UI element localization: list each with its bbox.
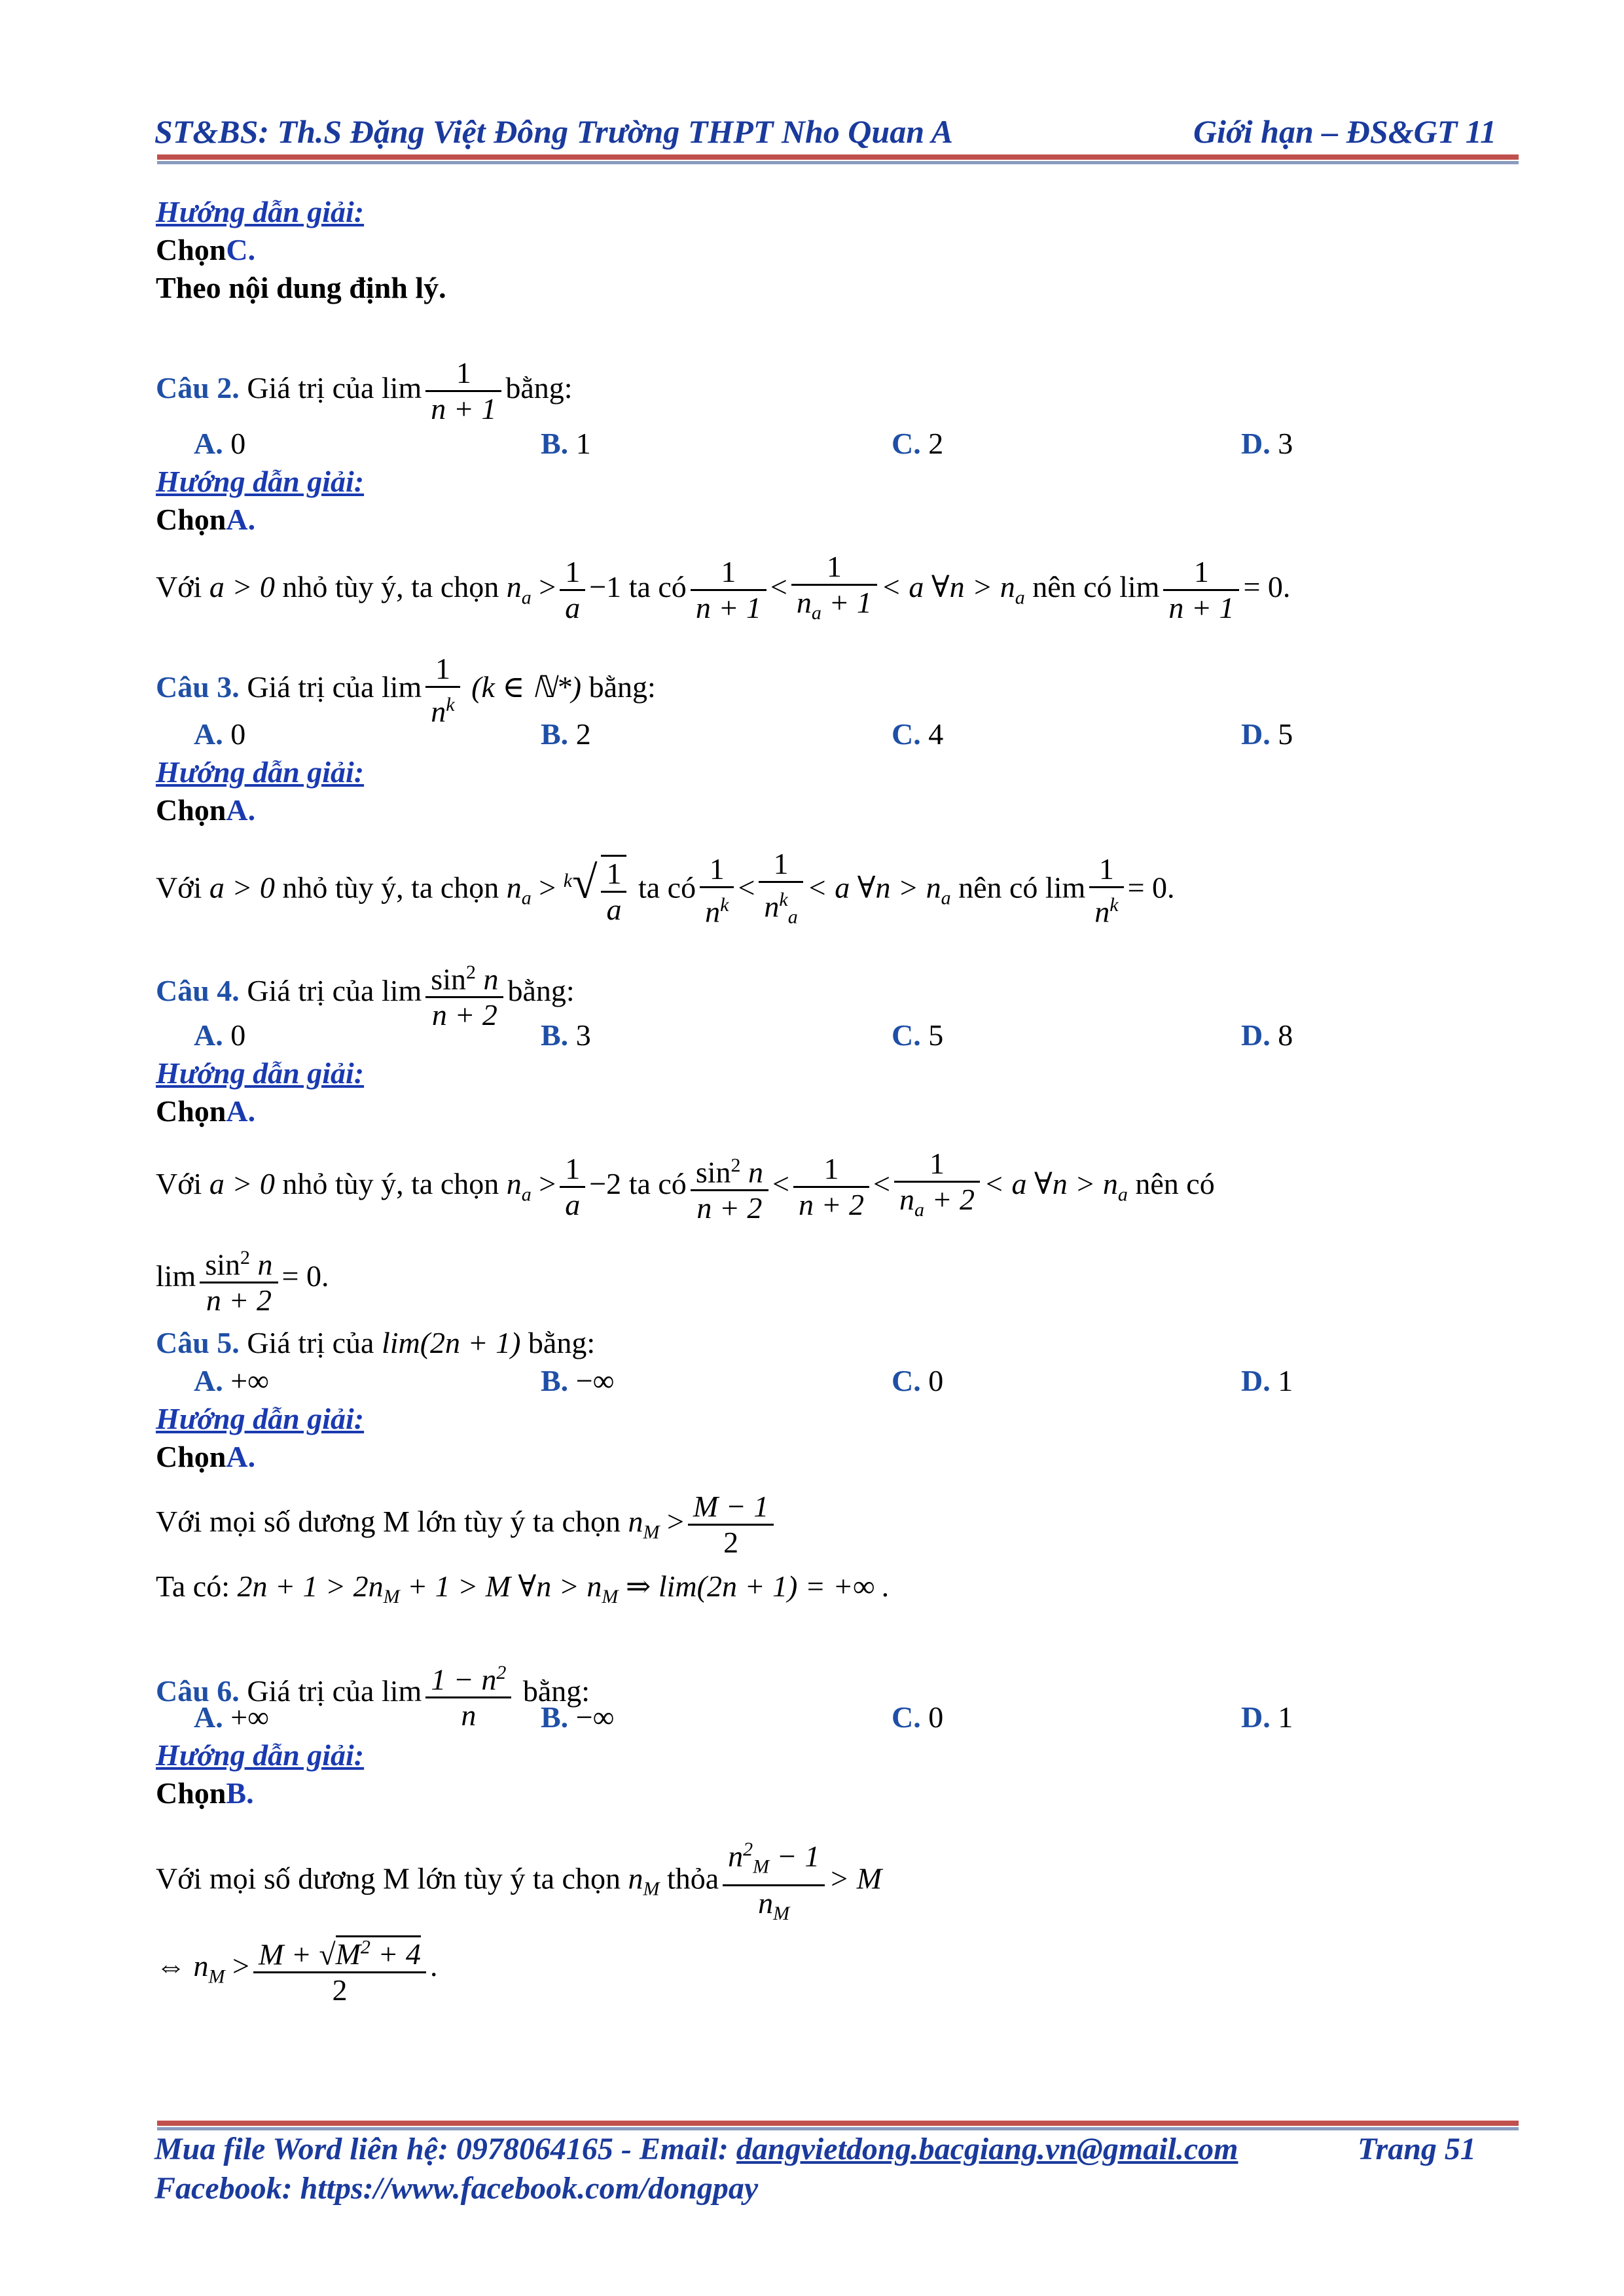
choose-word: Chọn [156,233,226,266]
text: nên có [1032,570,1112,604]
numerator: 1 [565,555,581,589]
numerator [425,1656,511,1696]
denominator: n + 2 [691,1189,768,1225]
option-value: +∞ [230,1364,269,1397]
denominator [894,1181,980,1227]
option-key: D. [1241,717,1271,751]
numerator: 1 [456,356,471,389]
fraction [425,956,503,1032]
option-value: 0 [230,1018,246,1052]
text: ta có [628,1167,687,1201]
text: nên có [958,870,1038,905]
denominator: 2 [253,1971,426,2007]
result: = 0. [281,1259,329,1293]
option-a[interactable] [194,1017,245,1054]
lim-text: lim [381,670,422,704]
option-value: 1 [575,427,591,460]
expression: + 1 > M [399,1570,511,1603]
superscript: 2 [496,1662,507,1683]
num-rest: n [250,1247,273,1282]
text: thỏa [666,1861,719,1895]
option-key: C. [892,717,921,751]
option-key: C. [892,1700,921,1734]
numerator: 1 [1098,852,1114,886]
option-d[interactable] [1241,1017,1293,1054]
question-prompt: Giá trị của [247,1674,374,1708]
lim-text: lim [156,1259,196,1293]
subscript: M [773,1902,790,1924]
choose-word: Chọn [156,793,226,827]
term: −2 [589,1167,622,1201]
option-key: D. [1241,1700,1271,1734]
den-base: n [899,1183,914,1216]
radical-sign: √ [319,1937,336,1971]
option-c[interactable] [892,1699,943,1736]
subscript: a [787,906,798,928]
text: Với [156,1167,202,1201]
ineq: < a [880,570,924,604]
forall: ∀n > n [518,1570,602,1603]
num-base: sin [205,1247,241,1282]
header-rule [157,154,1519,160]
fraction [894,1147,980,1227]
option-c[interactable] [892,1017,943,1054]
subscript: M [208,1965,225,1988]
text: Với [156,870,202,905]
condition: a > 0 [209,570,275,604]
denominator: n [425,1696,511,1732]
option-key: A. [194,1364,223,1397]
guide-heading: Hướng dẫn giải: [156,1056,365,1090]
numerator [253,1931,426,1971]
header-rule-shadow [157,161,1519,164]
option-key: A. [194,1018,223,1052]
footer-line-1 [154,2131,1503,2167]
radicand-rest: + 4 [370,1937,421,1971]
option-value: 2 [928,427,944,460]
footer-rule-shadow [157,2127,1519,2130]
solution-q3 [156,847,1175,935]
fraction [1163,555,1239,625]
forall: ∀n > n [1034,1167,1118,1201]
denominator: n + 1 [1163,589,1239,625]
option-a[interactable] [194,716,245,753]
fraction [253,1931,426,2007]
option-key: D. [1241,1364,1271,1397]
option-b[interactable] [541,1017,591,1054]
question-end: bằng: [528,1326,596,1359]
text: Với mọi số dương M lớn tùy ý ta chọn [156,1861,621,1895]
question-end: bằng: [588,670,656,704]
den-base: n [1094,895,1110,929]
choose-word: Chọn [156,1094,226,1128]
option-value: +∞ [230,1700,269,1734]
result: = 0. [1127,870,1175,905]
option-key: A. [194,1700,223,1734]
text: Ta có: [156,1570,230,1603]
condition: (k ∈ ℕ*) [471,670,582,704]
guide-heading: Hướng dẫn giải: [156,1402,365,1435]
operator: > [539,1167,556,1201]
root-index: k [563,870,573,891]
n-m: n [628,1861,643,1895]
question-label: Câu 2. [156,371,240,405]
question-end: bằng: [505,371,573,405]
option-key: C. [892,1018,921,1052]
numerator: 1 [773,847,789,880]
guide-heading: Hướng dẫn giải: [156,1738,365,1772]
superscript: k [446,694,455,715]
denominator: a [560,1186,585,1222]
answer-line [156,792,255,829]
period: . [429,1949,438,1983]
subscript: a [521,586,532,609]
option-key: A. [194,427,223,460]
denominator [1089,886,1123,929]
fraction [723,1833,825,1931]
header-left: ST&BS: Th.S Đặng Việt Đông Trường THPT Nho Quan A [154,113,953,150]
numerator: 1 [823,1152,839,1186]
option-key: D. [1241,427,1271,460]
subscript: M [643,1521,660,1543]
question-prompt: Giá trị của [247,974,374,1008]
denominator: a [601,891,626,927]
fraction [700,852,734,929]
question-2 [156,356,573,426]
answer-letter: A. [226,793,256,827]
subscript: M [753,1856,770,1878]
page-number: Trang 51 [1358,2132,1476,2166]
option-value: 0 [230,717,246,751]
footer-rule [157,2121,1519,2126]
answer-letter: A. [226,1440,256,1473]
subscript: a [914,1199,924,1221]
num-base: sin [695,1155,731,1189]
fraction [200,1241,278,1318]
answer-line [156,501,255,538]
subscript: M [643,1878,660,1900]
page-header [154,113,1503,158]
subscript: a [941,887,951,909]
ineq: < a [806,870,850,905]
operator: > [666,1505,684,1539]
option-value: 2 [575,717,591,751]
option-value: 5 [1278,717,1293,751]
numerator [200,1241,278,1282]
question-label: Câu 5. [156,1326,240,1359]
option-value: 0 [928,1700,944,1734]
option-key: B. [541,1364,569,1397]
denominator [759,881,803,935]
fraction [1089,852,1123,929]
result: = 0. [1243,570,1291,604]
superscript: k [720,894,729,916]
numerator: 1 [565,1152,581,1186]
option-d[interactable] [1241,1699,1293,1736]
text: ta có [638,870,696,905]
num-rest: n [740,1155,763,1189]
option-key: B. [541,717,569,751]
question-label: Câu 4. [156,974,240,1008]
question-5 [156,1325,595,1361]
text: Với mọi số dương M lớn tùy ý ta chọn [156,1505,621,1539]
numerator: 1 [929,1147,945,1180]
option-value: 4 [928,717,944,751]
fraction [759,847,803,935]
n-a: n [506,1167,522,1201]
option-value: 3 [1278,427,1293,460]
num-base: n [728,1839,744,1873]
question-prompt: Giá trị của [247,1326,374,1359]
denominator [700,886,734,929]
numerator: 1 [606,856,622,890]
option-a[interactable] [194,1363,269,1399]
radicand-base: M [335,1937,361,1971]
denominator: a [560,589,585,625]
term: −1 [589,570,622,604]
fraction [793,1152,869,1222]
condition: a > 0 [209,1167,275,1201]
num-rest: − 1 [769,1839,820,1873]
lim-text: lim [381,974,422,1008]
operator: < [772,1167,789,1201]
fraction [425,1656,511,1732]
superscript: 2 [240,1247,251,1268]
answer-letter: B. [226,1776,254,1810]
option-key: C. [892,427,921,460]
answer-letter: C. [226,233,256,266]
option-key: B. [541,1018,569,1052]
option-value: 0 [928,1364,944,1397]
lim-text: lim [381,1674,422,1708]
operator: > [232,1949,249,1983]
option-c[interactable] [892,716,943,753]
option-value: 8 [1278,1018,1293,1052]
numerator [691,1149,768,1189]
implication: ⇒ lim(2n + 1) = +∞ . [625,1570,890,1603]
subscript: a [1117,1183,1128,1206]
solution-q4-cont [156,1241,329,1318]
numerator: 1 [1193,555,1209,589]
option-b[interactable] [541,716,591,753]
answer-letter: A. [226,1094,256,1128]
ineq: > M [829,1861,882,1895]
operator: > [539,570,556,604]
superscript: 2 [731,1154,741,1176]
option-c[interactable] [892,1363,943,1399]
subscript: a [1015,586,1025,609]
numerator: 1 [826,550,842,583]
numerator [425,956,503,996]
fraction [691,1149,768,1225]
fraction [688,1490,774,1560]
header-right: Giới hạn – ĐS&GT 11 [1193,113,1496,150]
question-prompt: Giá trị của [247,371,374,405]
operator: < [770,570,787,604]
superscript: 2 [465,961,476,983]
operator: > [539,870,556,905]
question-label: Câu 3. [156,670,240,704]
solution-q4 [156,1147,1215,1227]
subscript: a [521,887,532,909]
question-prompt: Giá trị của [247,670,374,704]
solution-q5 [156,1490,778,1560]
den-base: n [764,889,780,924]
denominator [723,1884,825,1931]
num-base: sin [431,962,466,996]
option-value: −∞ [575,1700,615,1734]
equivalence: ⇔ n [156,1949,209,1983]
option-d[interactable] [1241,425,1293,462]
subscript: a [521,1183,532,1206]
text: nhỏ tùy ý, ta chọn [282,570,499,604]
fraction [560,555,585,625]
solution-text: Theo nội dung định lý. [156,271,446,304]
option-value: 3 [575,1018,591,1052]
num-base: 1 − n [431,1662,497,1696]
footer-facebook[interactable]: Facebook: https://www.facebook.com/dongpay [154,2171,759,2206]
den-base: n [431,694,446,728]
option-key: A. [194,717,223,751]
subscript: M [383,1586,400,1608]
numerator: M − 1 [693,1490,769,1523]
numerator [723,1833,825,1884]
denominator: n + 2 [425,996,503,1032]
option-a[interactable] [194,425,245,462]
answer-line [156,1093,255,1130]
fraction [425,356,501,426]
option-b[interactable] [541,425,591,462]
option-key: B. [541,427,569,460]
option-value: −∞ [575,1364,615,1397]
fraction [791,550,877,630]
option-value: 1 [1278,1700,1293,1734]
text: nhỏ tùy ý, ta chọn [282,870,499,905]
option-value: 1 [1278,1364,1293,1397]
option-key: B. [541,1700,569,1734]
answer-line [156,1775,254,1812]
question-end: bằng: [522,1674,590,1708]
numerator: 1 [435,652,450,685]
footer-email-link[interactable]: dangvietdong.bacgiang.vn@gmail.com [736,2132,1238,2166]
superscript: 2 [360,1937,370,1958]
denominator [791,584,877,630]
n-m: n [628,1505,643,1539]
fraction [601,855,626,927]
fraction [560,1152,585,1222]
choose-word: Chọn [156,1776,226,1810]
option-value: 0 [230,427,246,460]
num-rest: n [475,962,499,996]
solution-q6-line2 [156,1931,437,2007]
numerator: 1 [709,852,725,886]
subscript: M [602,1586,619,1608]
subscript: a [811,602,821,624]
solution-q2 [156,550,1290,630]
fraction [691,555,767,625]
condition: a > 0 [209,870,275,905]
guide-heading: Hướng dẫn giải: [156,755,365,789]
superscript: 2 [743,1839,753,1860]
den-base: n [758,1886,774,1920]
ineq: < a [984,1167,1027,1201]
option-b[interactable] [541,1699,614,1736]
text: ta có [628,570,687,604]
denominator: n + 2 [793,1186,869,1222]
choose-word: Chọn [156,1440,226,1473]
question-end: bằng: [507,974,575,1008]
superscript: k [1110,894,1119,916]
denominator: n + 2 [200,1282,278,1318]
guide-heading: Hướng dẫn giải: [156,195,365,228]
option-key: C. [892,1364,921,1397]
radicand [336,1935,421,1971]
text: nên có [1135,1167,1215,1201]
text: Với [156,570,202,604]
guide-heading: Hướng dẫn giải: [156,465,365,498]
option-d[interactable] [1241,716,1293,753]
option-b[interactable] [541,1363,614,1399]
forall: ∀n > n [931,570,1015,604]
n-a: n [506,570,522,604]
lim-text: lim [381,371,422,405]
operator: < [738,870,755,905]
footer-contact: Mua file Word liên hệ: 0978064165 - Email: [154,2132,736,2166]
option-d[interactable] [1241,1363,1293,1399]
expression: 2n + 1 > 2n [237,1570,384,1603]
option-c[interactable] [892,425,943,462]
den-rest: + 2 [924,1183,975,1216]
answer-letter: A. [226,503,256,536]
option-key: D. [1241,1018,1271,1052]
lim-text: lim [1045,870,1086,905]
den-base: n [705,895,721,929]
solution-q6 [156,1833,882,1931]
den-base: n [796,586,812,619]
superscript: k [779,889,788,910]
text: nhỏ tùy ý, ta chọn [282,1167,499,1201]
radical-sign: √ [572,857,598,908]
denominator [425,686,460,728]
option-a[interactable] [194,1699,269,1736]
n-a: n [506,870,522,905]
answer-line [156,1439,255,1475]
denominator: n + 1 [691,589,767,625]
num-part: M + [258,1937,319,1971]
den-rest: + 1 [821,586,872,619]
lim-text: lim [1119,570,1160,604]
denominator: n + 1 [425,390,501,426]
denominator: 2 [688,1524,774,1560]
question-label: Câu 6. [156,1674,240,1708]
fraction [425,652,460,728]
operator: < [873,1167,890,1201]
forall: ∀n > n [857,870,941,905]
answer-line [156,232,255,268]
choose-word: Chọn [156,503,226,536]
solution-q5-line2 [156,1568,890,1615]
expression: lim(2n + 1) [381,1326,521,1359]
option-value: 5 [928,1018,944,1052]
numerator: 1 [721,555,736,589]
